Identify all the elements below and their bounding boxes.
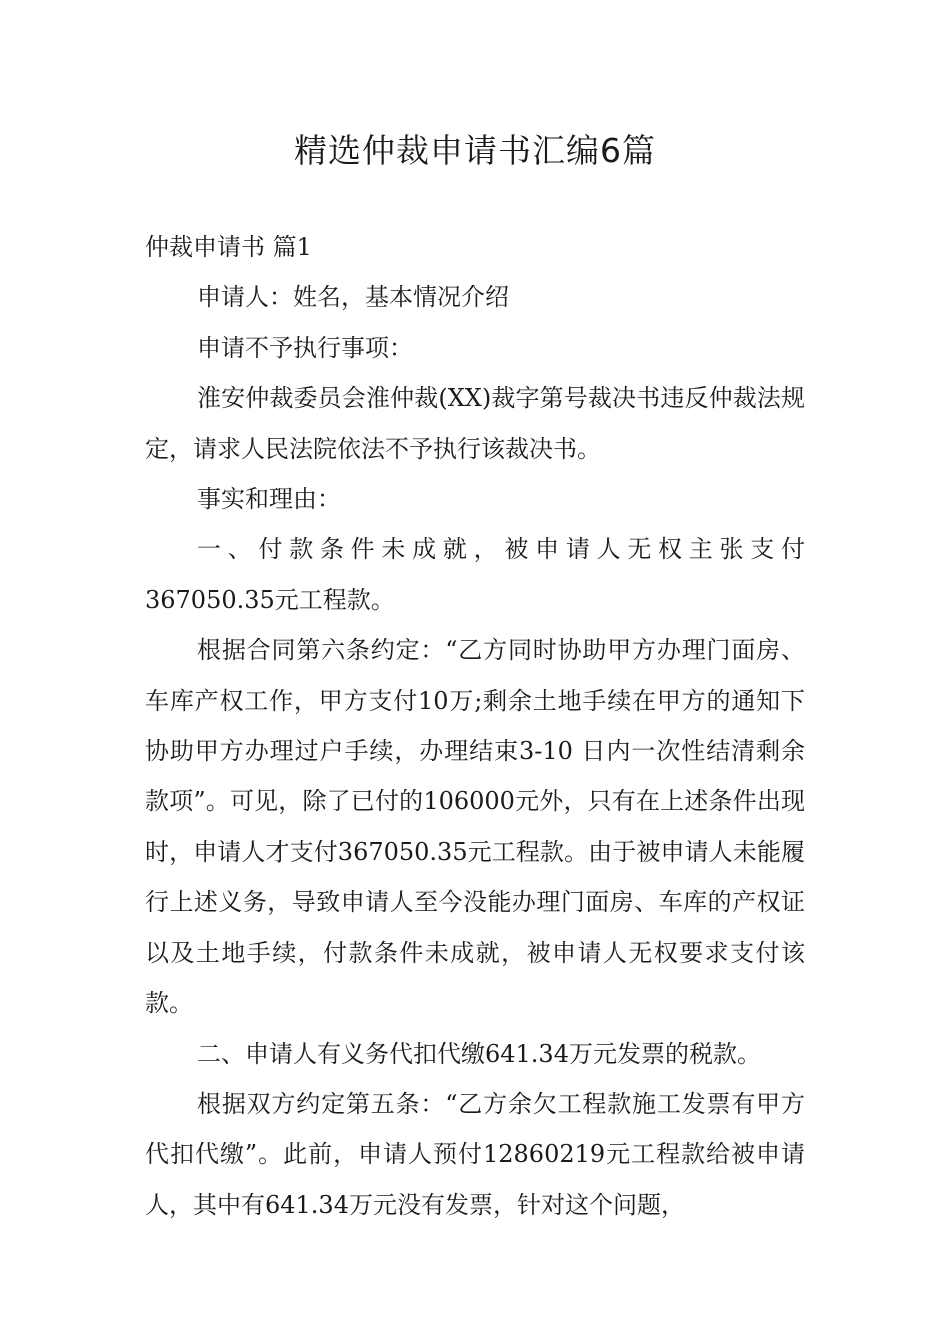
paragraph-request-heading: 申请不予执行事项：	[197, 333, 413, 362]
paragraph-point-one: 一、付款条件未成就，被申请人无权主张支付367050.35元工程款。	[145, 535, 805, 614]
document-title: 精选仲裁申请书汇编6篇	[294, 131, 656, 170]
paragraph-applicant: 申请人：姓名，基本情况介绍	[197, 283, 509, 312]
paragraph-contract-article-five: 根据双方约定第五条：“乙方余欠工程款施工发票有甲方代扣代缴”。此前，申请人预付12860219元工程款给被申请人，其中有641.34万元没有发票，针对这个问题，	[145, 1089, 805, 1219]
paragraph-point-two: 二、申请人有义务代扣代缴641.34万元发票的税款。	[197, 1039, 761, 1068]
paragraph-request: 淮安仲裁委员会淮仲裁(XX)裁字第号裁决书违反仲裁法规定，请求人民法院依法不予执行该裁决书。	[145, 384, 805, 463]
paragraph-facts-heading: 事实和理由：	[197, 485, 341, 514]
document-body	[145, 222, 805, 1230]
paragraph-contract-article-six: 根据合同第六条约定：“乙方同时协助甲方办理门面房、车库产权工作，甲方支付10万;剩余土地手续在甲方的通知下协助甲方办理过户手续，办理结束3-10 日内一次性结清剩余款项”。可见，除了已付的106000元外，只有在上述条件出现时，申请人才支付367050.35元工程款。由于被申请人未能履行上述义务，导致申请人至今没能办理门面房、车库的产权证以及土地手续，付款条件未成就，被申请人无权要求支付该款。	[145, 636, 805, 1018]
section-heading: 仲裁申请书 篇1	[145, 233, 312, 261]
